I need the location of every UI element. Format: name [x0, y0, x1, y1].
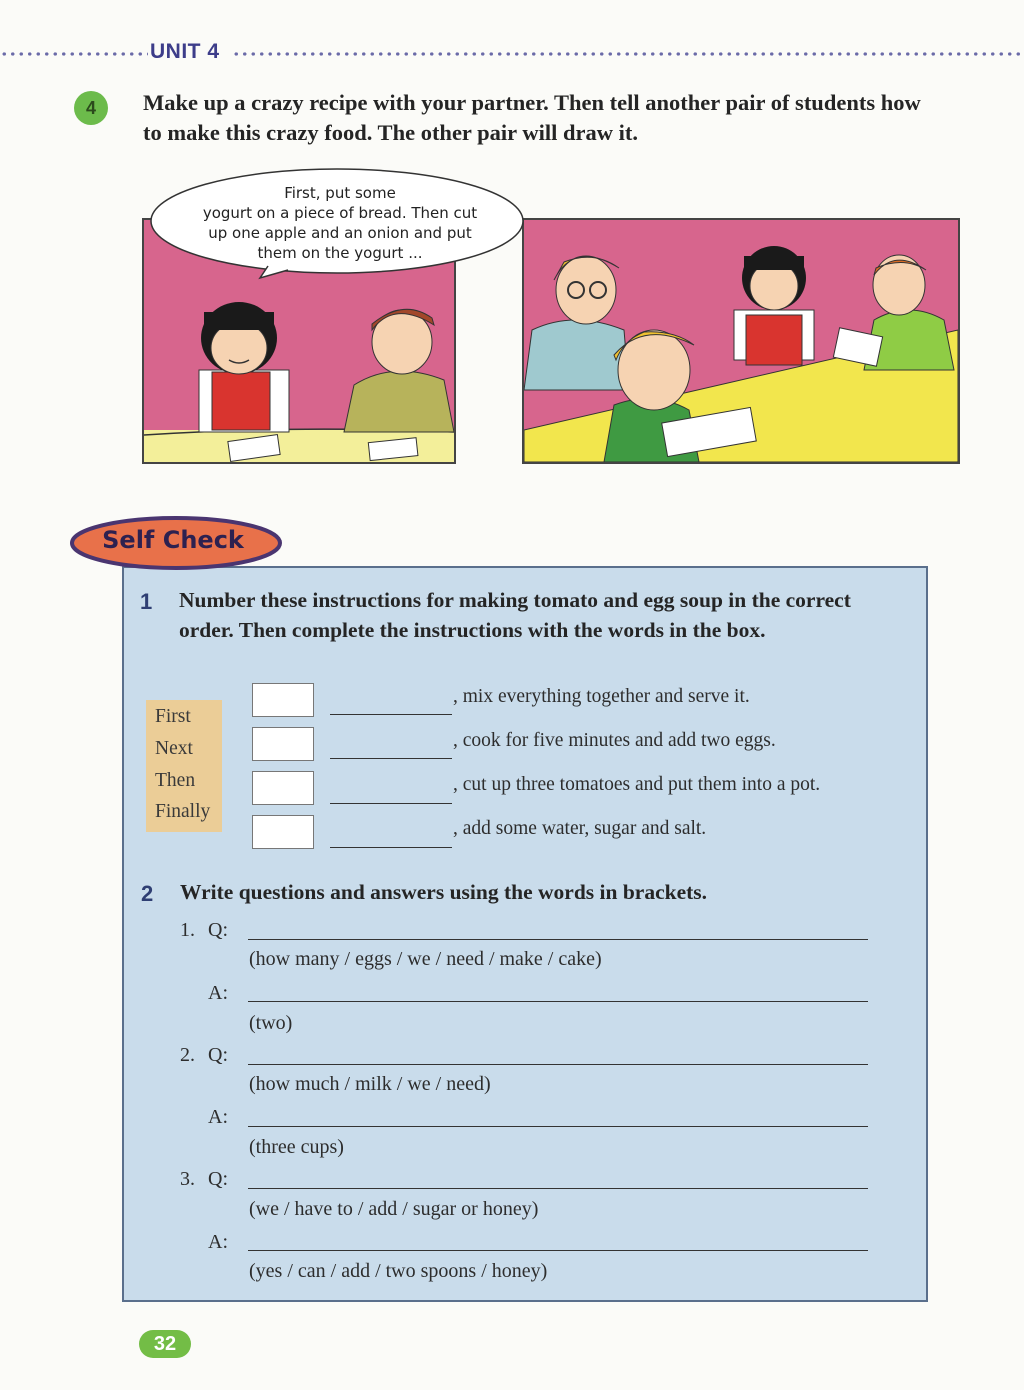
question-answer-line[interactable] [248, 921, 868, 940]
question-2-number: 2 [141, 881, 154, 906]
unit-title: UNIT 4 [150, 40, 220, 63]
illustration-four-students [524, 220, 958, 462]
answer-line[interactable] [248, 1232, 868, 1251]
question-1-text: Number these instructions for making tomato and egg soup in the correct order. Then complete the instructions with the words in the box. [179, 588, 851, 642]
question-2-text: Write questions and answers using the words in brackets. [180, 880, 708, 904]
item-number: 2. [180, 1044, 195, 1066]
instruction-line: , cut up three tomatoes and put them into a pot. [453, 774, 821, 795]
word-blank[interactable] [330, 785, 452, 804]
activity-instructions: Make up a crazy recipe with your partner. Then tell another pair of students how to make this crazy food. The other pair will draw it. [143, 90, 921, 145]
word-next: Next [155, 738, 193, 759]
question-hint: (how many / eggs / we / need / make / cake) [249, 948, 602, 970]
answer-line[interactable] [248, 983, 868, 1002]
instruction-line: , mix everything together and serve it. [453, 686, 750, 707]
answer-label: A: [208, 1106, 228, 1128]
order-number-box[interactable] [252, 683, 314, 717]
question-hint: (how much / milk / we / need) [249, 1073, 491, 1095]
activity-number-badge: 4 [74, 91, 108, 125]
header-dots-left [0, 52, 148, 56]
question-1-number: 1 [140, 589, 153, 614]
item-number: 1. [180, 919, 195, 941]
answer-hint: (three cups) [249, 1136, 344, 1158]
self-check-title: Self Check [102, 526, 244, 554]
comic-panel-right [522, 218, 960, 464]
order-number-box[interactable] [252, 727, 314, 761]
word-finally: Finally [155, 801, 211, 822]
answer-hint: (two) [249, 1012, 293, 1034]
word-first: First [155, 706, 191, 727]
word-blank[interactable] [330, 829, 452, 848]
word-then: Then [155, 770, 196, 791]
item-number: 3. [180, 1168, 195, 1190]
question-answer-line[interactable] [248, 1046, 868, 1065]
question-label: Q: [208, 1044, 228, 1066]
order-number-box[interactable] [252, 815, 314, 849]
page-number: 32 [139, 1330, 191, 1358]
question-label: Q: [208, 919, 228, 941]
header-dots-right [232, 52, 1024, 56]
question-answer-line[interactable] [248, 1170, 868, 1189]
answer-label: A: [208, 982, 228, 1004]
question-label: Q: [208, 1168, 228, 1190]
answer-line[interactable] [248, 1108, 868, 1127]
answer-label: A: [208, 1231, 228, 1253]
word-blank[interactable] [330, 740, 452, 759]
question-hint: (we / have to / add / sugar or honey) [249, 1198, 539, 1220]
speech-bubble-text: First, put some yogurt on a piece of bread. Then cut up one apple and an onion and put them on the yogurt ... [202, 184, 478, 262]
word-blank[interactable] [330, 696, 452, 715]
instruction-line: , cook for five minutes and add two eggs. [453, 730, 776, 751]
instruction-line: , add some water, sugar and salt. [453, 818, 707, 839]
answer-hint: (yes / can / add / two spoons / honey) [249, 1260, 548, 1282]
order-number-box[interactable] [252, 771, 314, 805]
